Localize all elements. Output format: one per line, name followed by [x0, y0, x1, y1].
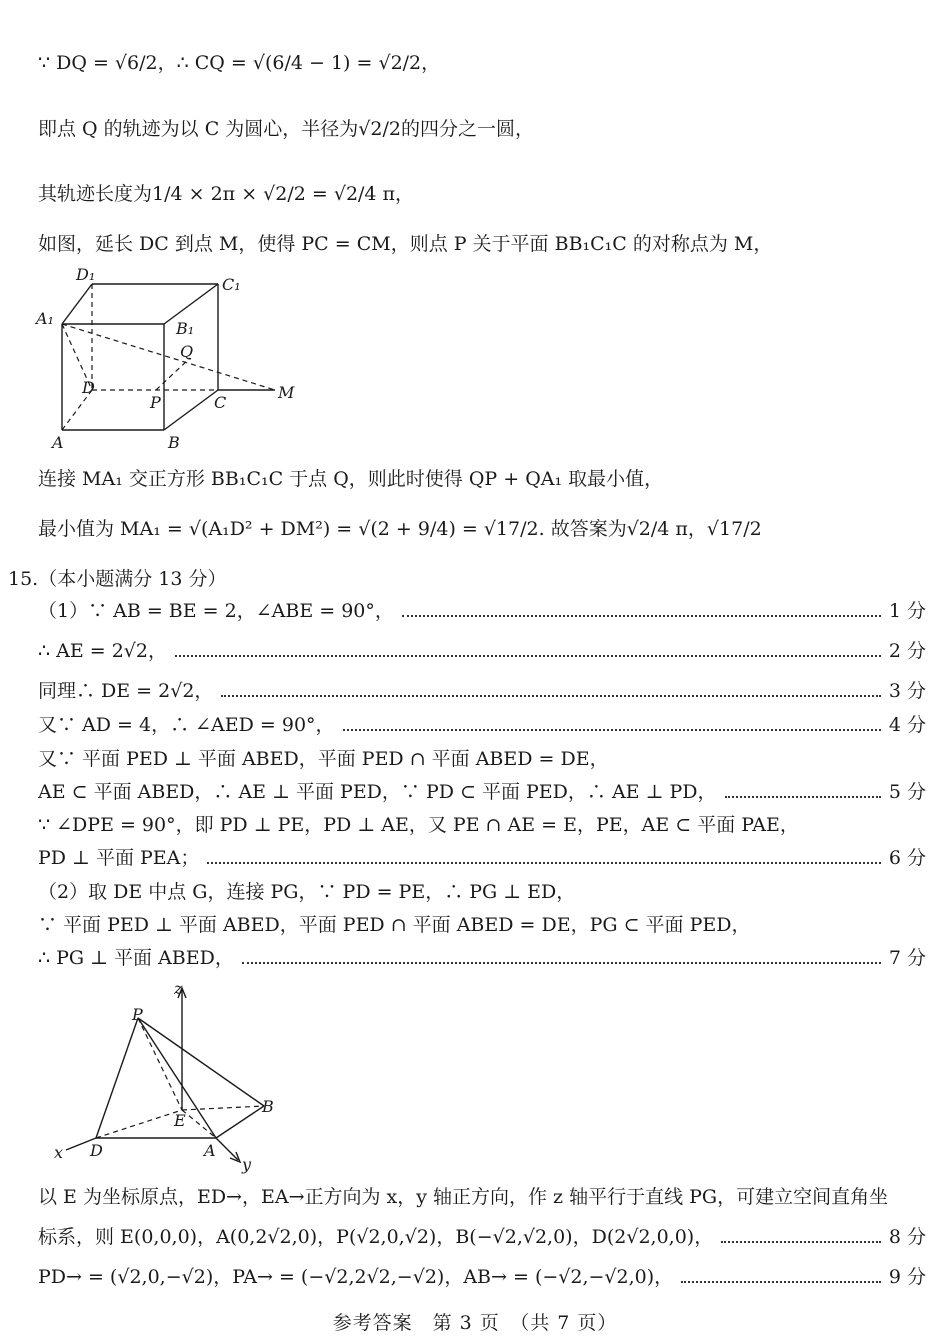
step-2 — [38, 638, 926, 664]
cube-label-A1: A₁ — [36, 309, 54, 328]
cube-label-C1: C₁ — [222, 275, 241, 294]
solution-line-2: 即点 Q 的轨迹为以 C 为圆心，半径为√2/2的四分之一圆， — [38, 118, 534, 140]
step-score: 2 分 — [888, 640, 926, 662]
pyramid-label-E: E — [174, 1111, 186, 1130]
step-7: ∵ ∠DPE = 90°，即 PD ⊥ PE，PD ⊥ AE，又 PE ∩ AE = E，PE，AE ⊂ 平面 PAE， — [38, 814, 799, 836]
step-6 — [38, 779, 926, 805]
coord-line-2 — [38, 1224, 926, 1250]
step-5: 又∵ 平面 PED ⊥ 平面 ABED，平面 PED ∩ 平面 ABED = DE， — [38, 748, 609, 770]
solution-line-5: 连接 MA₁ 交正方形 BB₁C₁C 于点 Q，则此时使得 QP + QA₁ 取最小值， — [38, 468, 664, 490]
pyramid-label-B: B — [262, 1097, 274, 1116]
step-11 — [38, 945, 926, 971]
solution-line-1: ∵ DQ = √6/2，∴ CQ = √(6/4 − 1) = √2/2， — [38, 52, 441, 74]
step-score: 5 分 — [888, 781, 926, 803]
dot-leader — [343, 729, 881, 731]
step-4 — [38, 712, 926, 738]
step-text: 标系，则 E(0,0,0)，A(0,2√2,0)，P(√2,0,√2)，B(−√2,√2,0)，D(2√2,0,0)， — [38, 1226, 714, 1248]
cube-label-M: M — [278, 383, 295, 402]
dot-leader — [207, 862, 880, 864]
step-score: 1 分 — [888, 600, 926, 622]
pyramid-label-D: D — [90, 1141, 103, 1160]
pyramid-label-y: y — [242, 1155, 252, 1174]
step-score: 3 分 — [888, 680, 926, 702]
dot-leader — [725, 796, 881, 798]
solution-line-4: 如图，延长 DC 到点 M，使得 PC = CM，则点 P 关于平面 BB₁C₁C 的对称点为 M， — [38, 233, 773, 255]
step-text: 又∵ AD = 4，∴ ∠AED = 90°， — [38, 714, 335, 736]
dot-leader — [221, 695, 880, 697]
pyramid-label-x: x — [54, 1143, 64, 1162]
step-3 — [38, 678, 926, 704]
step-text: ∴ AE = 2√2， — [38, 640, 168, 662]
cube-label-D1: D₁ — [76, 265, 96, 284]
step-9: （2）取 DE 中点 G，连接 PG，∵ PD = PE，∴ PG ⊥ ED， — [38, 881, 576, 903]
pyramid-figure — [40, 980, 320, 1176]
problem-15-header: 15.（本小题满分 13 分） — [8, 568, 227, 590]
dot-leader — [681, 1281, 881, 1283]
pyramid-label-z: z — [174, 980, 183, 998]
step-text: 同理∴ DE = 2√2， — [38, 680, 214, 702]
dot-leader — [721, 1241, 881, 1243]
solution-line-3: 其轨迹长度为1/4 × 2π × √2/2 = √2/4 π， — [38, 183, 415, 205]
solution-line-6: 最小值为 MA₁ = √(A₁D² + DM²) = √(2 + 9/4) = √17/2. 故答案为√2/4 π，√17/2 — [38, 518, 762, 540]
step-text: PD ⊥ 平面 PEA； — [38, 847, 200, 869]
dot-leader — [175, 655, 881, 657]
cube-label-A: A — [52, 433, 64, 452]
cube-label-B: B — [168, 433, 180, 452]
dot-leader — [242, 962, 881, 964]
step-score: 8 分 — [888, 1226, 926, 1248]
step-text: AE ⊂ 平面 ABED，∴ AE ⊥ 平面 PED，∵ PD ⊂ 平面 PED，∴ AE ⊥ PD， — [38, 781, 717, 803]
step-text: （1）∵ AB = BE = 2，∠ABE = 90°， — [38, 600, 394, 622]
cube-label-B1: B₁ — [176, 319, 195, 338]
cube-label-D: D — [82, 378, 95, 397]
step-score: 6 分 — [888, 847, 926, 869]
coord-line-3 — [38, 1264, 926, 1290]
step-8 — [38, 845, 926, 871]
coord-line-1: 以 E 为坐标原点，ED→，EA→正方向为 x，y 轴正方向，作 z 轴平行于直线 PG，可建立空间直角坐 — [38, 1186, 889, 1208]
step-10: ∵ 平面 PED ⊥ 平面 ABED，平面 PED ∩ 平面 ABED = DE，PG ⊂ 平面 PED， — [38, 914, 751, 936]
step-score: 7 分 — [888, 947, 926, 969]
step-text: ∴ PG ⊥ 平面 ABED， — [38, 947, 234, 969]
step-1 — [38, 598, 926, 624]
pyramid-label-P: P — [132, 1005, 143, 1024]
cube-label-P: P — [150, 393, 161, 412]
cube-figure — [30, 262, 310, 458]
page-footer: 参考答案 第 3 页 （共 7 页） — [332, 1312, 618, 1334]
step-score: 9 分 — [888, 1266, 926, 1288]
cube-label-C: C — [214, 393, 227, 412]
dot-leader — [402, 615, 881, 617]
step-score: 4 分 — [888, 714, 926, 736]
pyramid-label-A: A — [204, 1141, 216, 1160]
cube-label-Q: Q — [180, 342, 194, 361]
step-text: PD→ = (√2,0,−√2)，PA→ = (−√2,2√2,−√2)，AB→ = (−√2,−√2,0)， — [38, 1266, 674, 1288]
